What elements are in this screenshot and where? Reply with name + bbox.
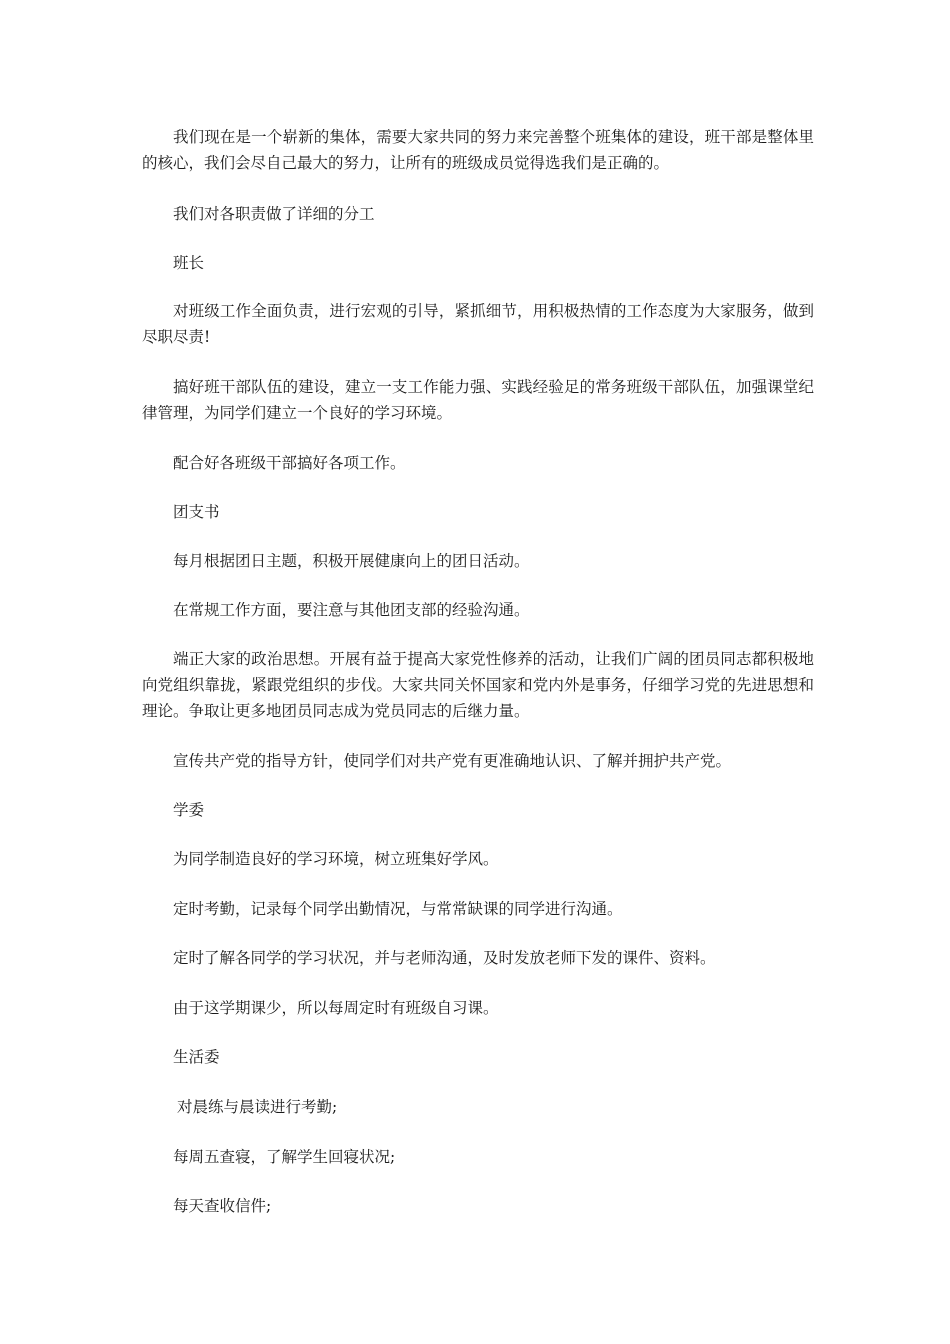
- paragraph-study-3: 定时了解各同学的学习状况，并与老师沟通，及时发放老师下发的课件、资料。: [173, 949, 716, 967]
- paragraph-monitor-3: 配合好各班级干部搞好各项工作。: [173, 454, 406, 472]
- paragraph-study-2: 定时考勤，记录每个同学出勤情况，与常常缺课的同学进行沟通。: [173, 900, 623, 918]
- paragraph-study-1: 为同学制造良好的学习环境，树立班集好学风。: [173, 850, 499, 868]
- section-heading-life-committee: 生活委: [173, 1048, 220, 1066]
- paragraph-monitor-1: 对班级工作全面负责，进行宏观的引导，紧抓细节，用积极热情的工作态度为大家服务，做到尽职尽责!: [142, 302, 814, 346]
- paragraph-division-note: 我们对各职责做了详细的分工: [173, 205, 375, 223]
- paragraph-life-2: 每周五查寝，了解学生回寝状况;: [173, 1148, 396, 1166]
- paragraph-league-2: 在常规工作方面，要注意与其他团支部的经验沟通。: [173, 601, 530, 619]
- paragraph-league-1: 每月根据团日主题，积极开展健康向上的团日活动。: [173, 552, 530, 570]
- paragraph-monitor-2: 搞好班干部队伍的建设，建立一支工作能力强、实践经验足的常务班级干部队伍，加强课堂纪律管理，为同学们建立一个良好的学习环境。: [142, 378, 814, 422]
- section-heading-study-committee: 学委: [173, 801, 205, 819]
- section-heading-league-secretary: 团支书: [173, 503, 220, 521]
- section-heading-monitor: 班长: [173, 254, 205, 272]
- paragraph-study-4: 由于这学期课少，所以每周定时有班级自习课。: [173, 999, 499, 1017]
- paragraph-life-1: 对晨练与晨读进行考勤;: [177, 1098, 338, 1116]
- paragraph-life-3: 每天查收信件;: [173, 1197, 272, 1215]
- paragraph-league-3: 端正大家的政治思想。开展有益于提高大家党性修养的活动，让我们广阔的团员同志都积极地向党组织靠拢，紧跟党组织的步伐。大家共同关怀国家和党内外是事务，仔细学习党的先进思想和理论。争取让更多地团员同志成为党员同志的后继力量。: [142, 650, 814, 720]
- paragraph-intro: 我们现在是一个崭新的集体，需要大家共同的努力来完善整个班集体的建设，班干部是整体里的核心，我们会尽自己最大的努力，让所有的班级成员觉得选我们是正确的。: [142, 128, 814, 172]
- paragraph-league-4: 宣传共产党的指导方针，使同学们对共产党有更准确地认识、了解并拥护共产党。: [173, 752, 732, 770]
